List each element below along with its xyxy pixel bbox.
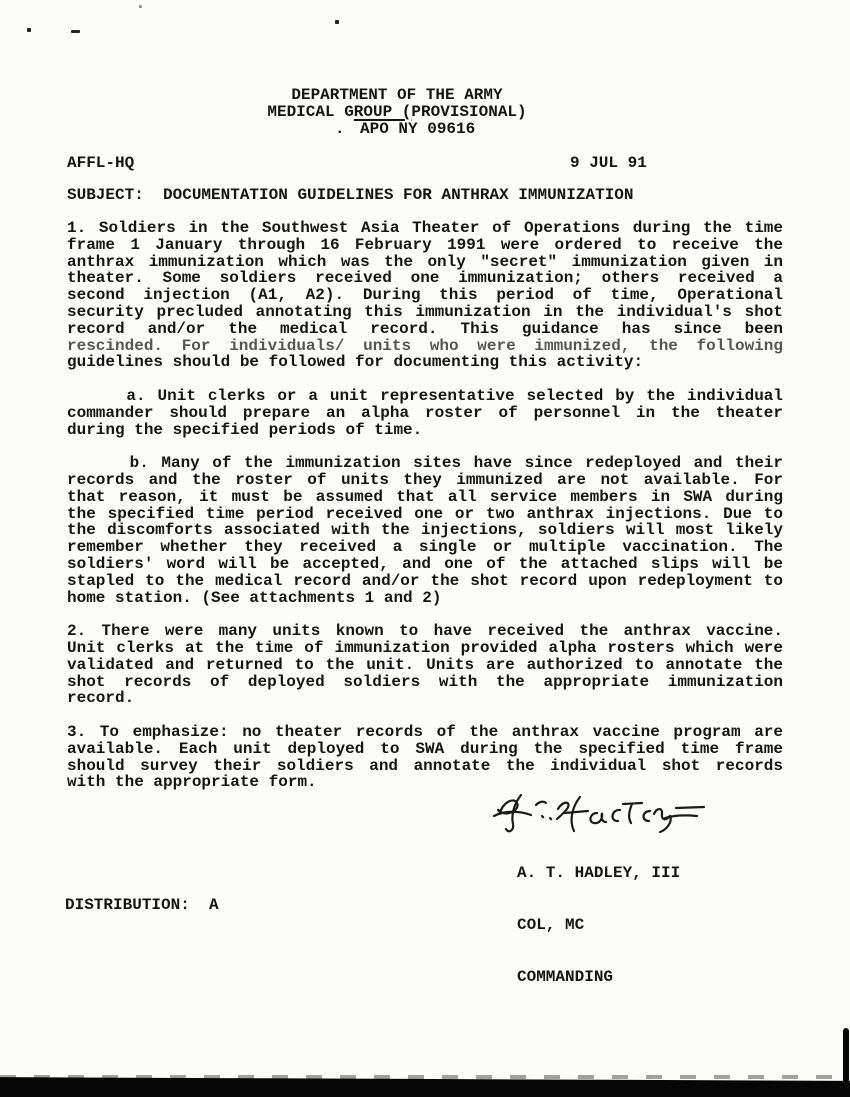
letterhead: [67, 87, 727, 137]
letterhead-apo-line: [67, 121, 727, 138]
scan-speck: [27, 28, 31, 32]
office-symbol-date-row: [67, 154, 783, 171]
subject-line: SUBJECT: DOCUMENTATION GUIDELINES FOR ANTHRAX IMMUNIZATION: [67, 186, 634, 204]
signature-block: [517, 831, 680, 1020]
letterhead-apo: APO NY 09616: [360, 119, 476, 138]
body-line: should survey their soldiers and annotate the individual shot records: [67, 756, 783, 775]
body-line: during the specified periods of time.: [67, 420, 423, 439]
signer-title: COMMANDING: [517, 967, 614, 986]
body-text: [67, 220, 783, 791]
body-line: the specified time period received one or two anthrax injections. Due to: [67, 504, 783, 523]
scan-speck: [71, 30, 80, 33]
body-line: anthrax immunization which was the only "secret" immunization given in: [67, 252, 783, 271]
body-line: 2. There were many units known to have received the anthrax vaccine.: [67, 622, 783, 641]
letterhead-unit-underlined: ROUP (: [353, 102, 412, 121]
body-line: commander should prepare an alpha roster of personnel in the theater: [67, 403, 783, 422]
letterhead-unit-pre: MEDICAL G: [267, 102, 354, 121]
body-line: records and the roster of units they immunized are not available. For: [67, 470, 783, 489]
body-line: remember whether they received a single or multiple vaccination. The: [67, 538, 783, 557]
body-line: home station. (See attachments 1 and 2): [67, 588, 442, 607]
letterhead-department: DEPARTMENT OF THE ARMY: [291, 86, 503, 104]
signer-rank: COL, MC: [517, 916, 585, 935]
body-line: 1. Soldiers in the Southwest Asia Theater of Operations during the time: [67, 219, 783, 237]
body-line: available. Each unit deployed to SWA during the specified time frame: [67, 739, 783, 758]
blank-line: [67, 371, 783, 388]
body-line: guidelines should be followed for documenting this activity:: [67, 353, 644, 372]
body-line: a. Unit clerks or a unit representative selected by the individual: [67, 386, 783, 405]
memo-date: 9 JUL 91: [570, 154, 647, 172]
letterhead-unit-post: PROVISIONAL): [411, 102, 527, 121]
blank-line: [67, 438, 783, 455]
scan-edge-band: [0, 1077, 850, 1097]
letterhead-unit: [67, 104, 727, 121]
scan-speck: [335, 20, 339, 24]
body-line: 3. To emphasize: no theater records of the anthrax vaccine program are: [67, 722, 783, 741]
body-line: validated and returned to the unit. Units are authorized to annotate the: [67, 655, 783, 674]
distribution-line: DISTRIBUTION: A: [65, 896, 219, 914]
body-line: with the appropriate form.: [67, 773, 317, 792]
body-line: theater. Some soldiers received one immunization; others received a: [67, 269, 783, 288]
body-line: b. Many of the immunization sites have since redeployed and their: [67, 454, 783, 473]
body-line: soldiers' word will be accepted, and one of the attached slips will be: [67, 554, 783, 573]
body-line: the discomforts associated with the injections, soldiers will most likely: [67, 521, 783, 540]
body-line: Unit clerks at the time of immunization provided alpha rosters which were: [67, 638, 783, 657]
blank-line: [67, 707, 783, 724]
body-line: security precluded annotating this immunization in the individual's shot: [67, 302, 783, 321]
signer-name: A. T. HADLEY, III: [517, 864, 681, 883]
body-line: second injection (A1, A2). During this period of time, Operational: [67, 286, 783, 305]
body-line: record and/or the medical record. This guidance has since been: [67, 319, 783, 338]
body-line: that reason, it must be assumed that all service members in SWA during: [67, 487, 783, 506]
body-line: rescinded. For individuals/ units who were immunized, the following: [67, 336, 783, 355]
body-line: frame 1 January through 16 February 1991 were ordered to receive the: [67, 235, 783, 254]
office-symbol: AFFL-HQ: [67, 154, 135, 172]
stray-period: .: [335, 119, 345, 138]
body-line: record.: [67, 689, 135, 708]
scan-edge-hook: [843, 1028, 849, 1086]
blank-line: [67, 606, 783, 623]
body-line: shot records of deployed soldiers with the appropriate immunization: [67, 672, 783, 691]
body-line: stapled to the medical record and/or the shot record upon redeployment to: [67, 571, 783, 590]
scan-speck: [139, 5, 142, 8]
